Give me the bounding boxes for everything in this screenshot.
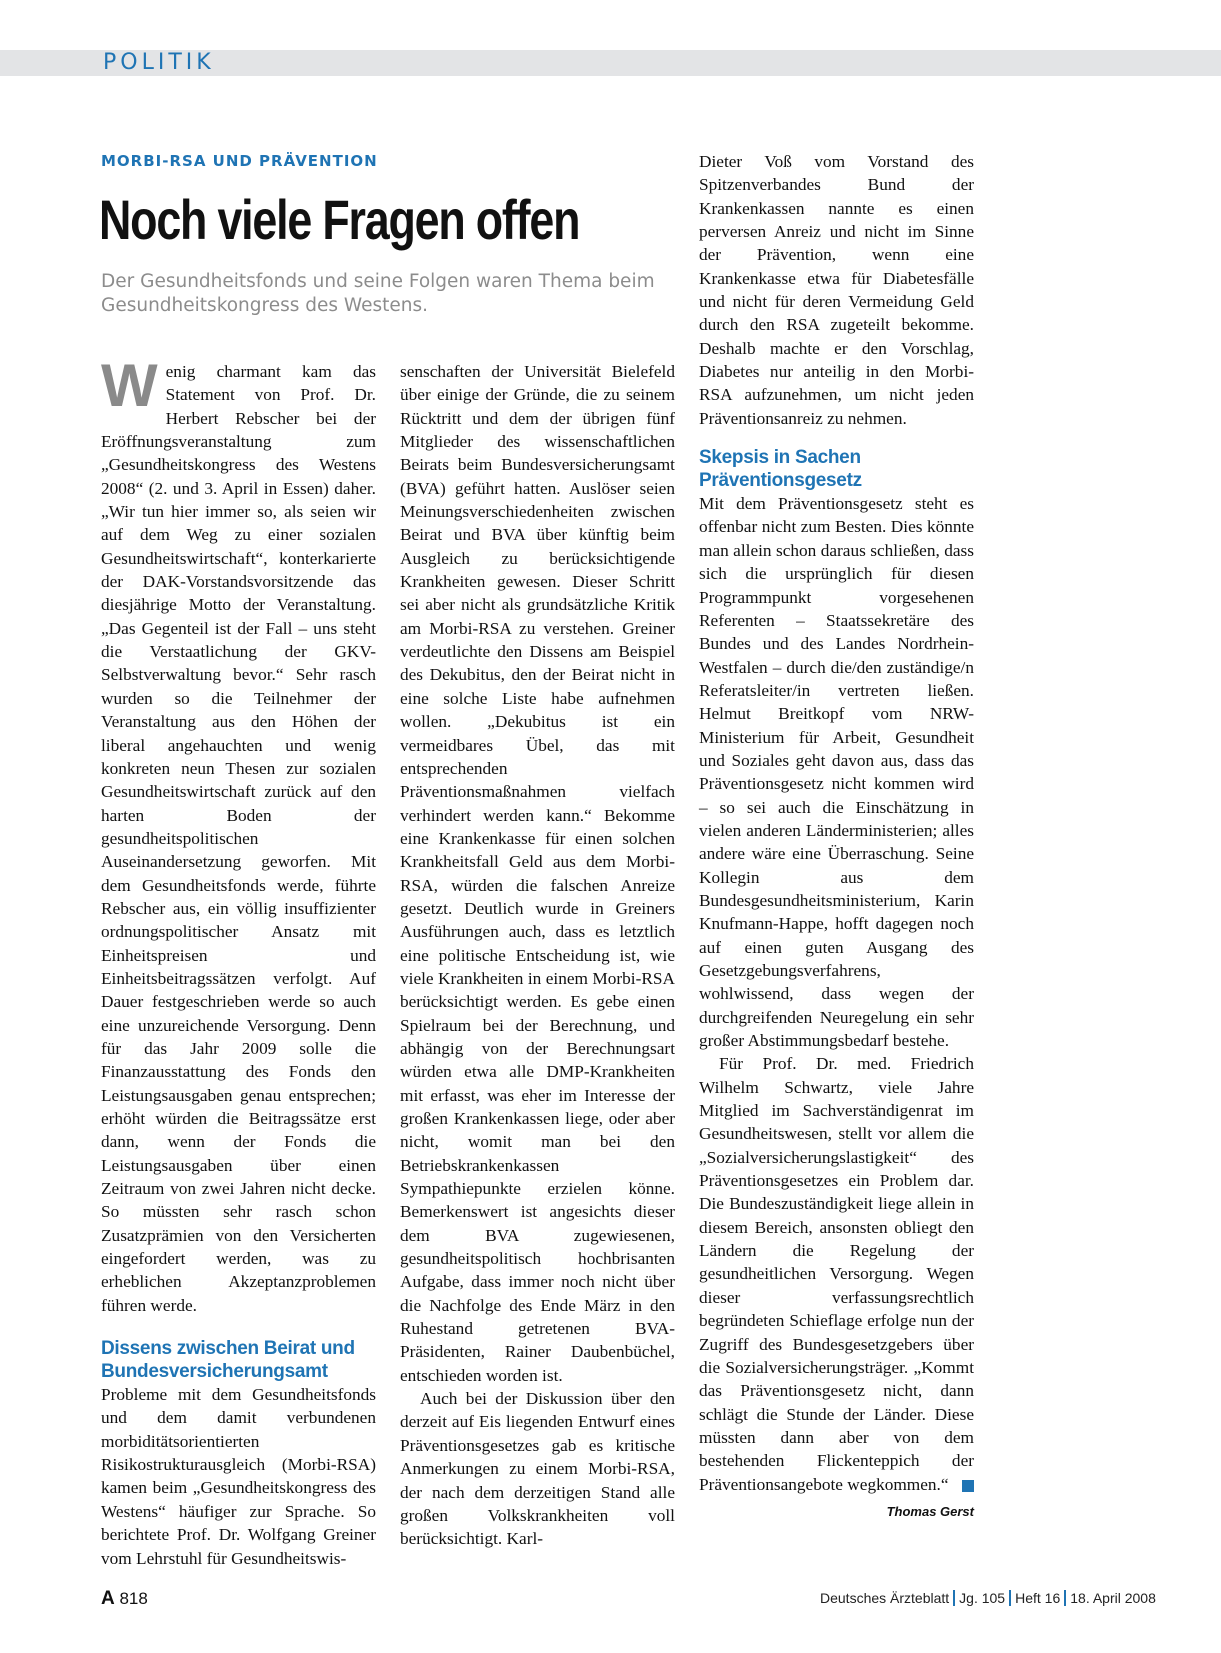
page-number <box>101 1588 148 1610</box>
page-prefix: A <box>101 1588 115 1609</box>
end-mark-icon <box>962 1480 974 1492</box>
author-byline: Thomas Gerst <box>886 1503 974 1519</box>
paragraph-text: enig charmant kam das Statement von Prof. Dr. Herbert Rebscher bei der Eröffnungsveranstaltung zum „Gesundheitskongress des Westens 2008“ (2. und 3. April in Essen) daher. „Wir tun hier immer so, als seien wir auf dem Weg zu einer sozialen Gesundheitswirtschaft“, konterkarierte der DAK-Vorstandsvorsitzende das diesjährige Motto der Veranstaltung. „Das Gegenteil ist der Fall – uns steht die Verstaatlichung der GKV-Selbstverwaltung bevor.“ Sehr rasch wurden so die Teilnehmer der Veranstaltung aus den Höhen der liberal angehauchten und wenig konkreten neun Thesen zur sozialen Gesundheitswirtschaft zurück auf den harten Boden der gesundheitspolitischen Auseinandersetzung geworfen. Mit dem Gesundheitsfonds werde, führte Rebscher aus, ein völlig insuffizienter ordnungspolitischer Ansatz mit Einheitspreisen und Einheitsbeitragssätzen verfolgt. Auf Dauer festgeschrieben werde so auch eine unzureichende Versorgung. Denn für das Jahr 2009 solle die Finanzausstattung des Fonds den Leistungsausgaben genau entsprechen; erhöht würden die Beitragssätze erst dann, wenn der Fonds die Leistungsausgaben über einen Zeitraum von zwei Jahren nicht decke. So müssten sehr rasch schon Zusatzprämien von den Versicherten eingefordert werden, was zu erheblichen Akzeptanzproblemen führen werde. <box>101 362 376 1315</box>
section-label: POLITIK <box>103 50 215 75</box>
paragraph: Dieter Voß vom Vorstand des Spitzenverbandes Bund der Krankenkassen nannte es einen perversen Anreiz und nicht im Sinne der Prävention, wenn eine Krankenkasse etwa für Diabetesfälle und nicht für deren Vermeidung Geld durch den RSA zugeteilt bekomme. Deshalb machte er den Vorschlag, Diabetes nur anteilig in den Morbi-RSA aufzunehmen, um nicht jeden Präventionsanreiz zu nehmen. <box>699 152 974 428</box>
journal-issue: Heft 16 <box>1015 1590 1061 1606</box>
text-column-2 <box>400 360 675 1551</box>
journal-date: 18. April 2008 <box>1070 1590 1156 1606</box>
text-column-1 <box>101 352 376 1570</box>
paragraph: senschaften der Universität Bielefeld über einige der Gründe, die zu seinem Rücktritt und dem der übrigen fünf Mitglieder des wissenschaftlichen Beirats beim Bundesversicherungsamt (BVA) geführt hatten. Auslöser seien Meinungsverschiedenheiten zwischen Beirat und BVA über künftig beim Ausgleich zu berücksichtigende Krankheiten gewesen. Dieser Schritt sei aber nicht als grundsätzliche Kritik am Morbi-RSA zu verstehen. Greiner verdeutlichte den Dissens am Beispiel des Dekubitus, den der Beirat nicht in eine solche Liste habe aufnehmen wollen. „Dekubitus ist ein vermeidbares Übel, das mit entsprechenden Präventionsmaßnahmen vielfach verhindert werden kann.“ Bekomme eine Krankenkasse für einen solchen Krankheitsfall Geld aus dem Morbi-RSA, würden die falschen Anreize gesetzt. Deutlich wurde in Greiners Ausführungen auch, dass es letztlich eine politische Entscheidung ist, wie viele Krankheiten in einem Morbi-RSA berücksichtigt werden. Es gebe einen Spielraum bei der Berechnung, und abhängig von der Berechnungsart würden etwa alle DMP-Krankheiten mit erfasst, was eher im Interesse der großen Krankenkassen liege, oder aber nicht, womit man bei den Betriebskrankenkassen Sympathiepunkte erzielen könne. Bemerkenswert ist angesichts dieser dem BVA zugewiesenen, gesundheitspolitisch hochbrisanten Aufgabe, dass immer noch nicht über die Nachfolge des Ende März in den Ruhestand getretenen BVA-Präsidenten, Rainer Daubenbüchel, entschieden worden ist. <box>400 362 675 1385</box>
paragraph: Probleme mit dem Gesundheitsfonds und dem damit verbundenen morbiditätsorientierten Risikostrukturausgleich (Morbi-RSA) kamen beim „Gesundheitskongress des Westens“ häufiger zur Sprache. So berichtete Prof. Dr. Wolfgang Greiner vom Lehrstuhl für Gesundheitswis- <box>101 1385 376 1568</box>
paragraph: Auch bei der Diskussion über den derzeit auf Eis liegenden Entwurf eines Präventionsgesetzes gab es kritische Anmerkungen zu einem Morbi-RSA, der nach dem derzeitigen Stand alle großen Volkskrankheiten voll berücksichtigt. Karl- <box>400 1389 675 1549</box>
separator <box>1064 1590 1066 1606</box>
separator <box>953 1590 955 1606</box>
paragraph <box>101 352 376 1317</box>
page-number-value: 818 <box>119 1589 148 1608</box>
journal-name: Deutsches Ärzteblatt <box>820 1590 950 1606</box>
subheading: Skepsis in Sachen Präventionsgesetz <box>699 447 862 492</box>
article-subline: Der Gesundheitsfonds und seine Folgen waren Thema beim Gesundheitskongress des Westens. <box>101 271 655 316</box>
paragraph <box>699 1052 974 1496</box>
journal-volume: Jg. 105 <box>959 1590 1006 1606</box>
journal-footer <box>820 1590 1156 1606</box>
text-column-3 <box>699 150 974 1523</box>
article-kicker: MORBI-RSA UND PRÄVENTION <box>101 152 378 170</box>
separator <box>1009 1590 1011 1606</box>
article-headline: Noch viele Fragen offen <box>99 188 580 251</box>
drop-cap: W <box>101 352 158 419</box>
paragraph: Mit dem Präventionsgesetz steht es offenbar nicht zum Besten. Dies könnte man allein schon daraus schließen, dass sich die ursprünglich für diesen Programmpunkt vorgesehenen Referenten – Staatssekretäre des Bundes und des Landes Nordrhein-Westfalen – durch die/den zuständige/n Referatsleiter/in vertreten ließen. Helmut Breitkopf vom NRW-Ministerium für Arbeit, Gesundheit und Soziales geht davon aus, dass das Präventionsgesetz nicht kommen wird – so sei auch die Einschätzung in vielen anderen Länderministerien; alles andere wäre eine Überraschung. Seine Kollegin aus dem Bundesgesundheitsministerium, Karin Knufmann-Happe, hofft dagegen noch auf einen guten Ausgang des Gesetzgebungsverfahrens, wohlwissend, dass wegen der durchgreifenden Neuregelung ein sehr großer Abstimmungsbedarf bestehe. <box>699 494 974 1051</box>
paragraph-text: Für Prof. Dr. med. Friedrich Wilhelm Schwartz, viele Jahre Mitglied im Sachverständigenrat im Gesundheitswesen, stellt vor allem die „Sozialversicherungslastigkeit“ des Präventionsgesetzes ein Problem dar. Die Bundeszuständigkeit liege allein in diesem Bereich, ansonsten obliegt den Ländern die Regelung der gesundheitlichen Versorgung. Wegen dieser verfassungsrechtlich begründeten Schieflage erfolge nun der Zugriff des Bundesgesetzgebers über die Sozialversicherungsträger. „Kommt das Präventionsgesetz nicht, dann schlägt die Stunde der Länder. Diese müssten dann aber von dem bestehenden Flickenteppich der Präventionsangebote wegkommen.“ <box>699 1054 974 1494</box>
subheading: Dissens zwischen Beirat und Bundesversicherungsamt <box>101 1338 355 1383</box>
